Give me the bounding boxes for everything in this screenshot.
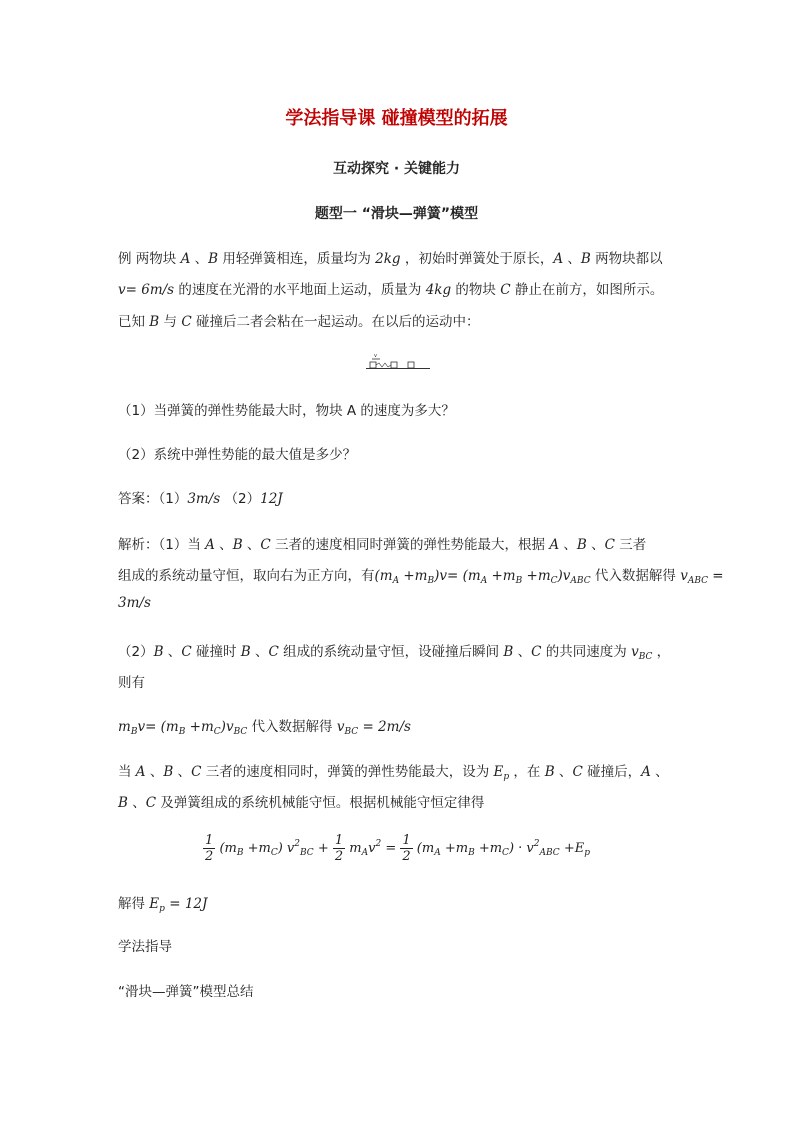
analysis-line-8: B 、C 及弹簧组成的系统机械能守恒。根据机械能守恒定律得 [118,795,485,811]
example-line-3: 已知 B 与 C 碰撞后二者会粘在一起运动。在以后的运动中： [118,314,480,330]
summary-heading: “滑块—弹簧”模型总结 [118,984,254,1000]
analysis-line-3: 3m/s [118,595,151,611]
question-2: （2）系统中弹性势能的最大值是多少？ [118,447,357,463]
question-1: （1）当弹簧的弹性势能最大时，物块 A 的速度为多大？ [118,403,455,419]
block-a [370,362,376,368]
block-b [391,362,397,368]
guide-heading: 学法指导 [118,939,172,955]
example-line-2: v= 6m/s 的速度在光滑的水平地面上运动，质量为 4kg 的物块 C 静止在前方，如图所示。 [118,282,664,298]
analysis-line-2: 组成的系统动量守恒，取向右为正方向，有$(m_A +m_B)v= (m_A +m_B +m_C)v_{ABC}$ 代入数据解得 $v_{ABC}$ = [118,568,724,586]
analysis-line-7: 当 A 、B 、C 三者的速度相同时，弹簧的弹性势能最大，设为 $E_p$ ，在 B 、C 碰撞后，A 、 [118,764,669,782]
analysis-line-9: 解得 $E_p = 12J$ [118,896,208,914]
analysis-line-5: 则有 [118,675,145,691]
analysis-line-6: $m_Bv= (m_B +m_C)v_{BC}$ 代入数据解得 $v_{BC} = 2m/s$ [118,719,411,737]
topic-heading: 题型一 “滑块—弹簧”模型 [314,206,479,222]
section-heading: 互动探究 · 关键能力 [332,161,461,177]
figure-label-v: v [374,353,377,359]
spring [376,363,391,367]
answer: 答案：（1）3m/s （2）12J [118,491,283,507]
page-title: 学法指导课 碰撞模型的拓展 [285,108,508,129]
energy-formula: $\frac{1}{2}$ $(m_B +m_C) v^2_{BC}$ + $\frac{1}{2}$ $m_Av^2$ = $\frac{1}{2}$ $(m_A +m_B +m_C) \cdot v^2_{ABC} +E_p$ [205,833,590,864]
block-spring-figure [366,352,430,372]
block-c [408,362,414,368]
example-line-1: 例 两物块 A 、B 用轻弹簧相连，质量均为 2kg ，初始时弹簧处于原长，A 、B 两物块都以 [118,251,663,267]
analysis-line-1: 解析：（1）当 A 、B 、C 三者的速度相同时弹簧的弹性势能最大，根据 A 、B 、C 三者 [118,537,647,553]
analysis-line-4: （2）B 、C 碰撞时 B 、C 组成的系统动量守恒，设碰撞后瞬间 B 、C 的共同速度为 $v_{BC}$ ， [118,644,671,662]
